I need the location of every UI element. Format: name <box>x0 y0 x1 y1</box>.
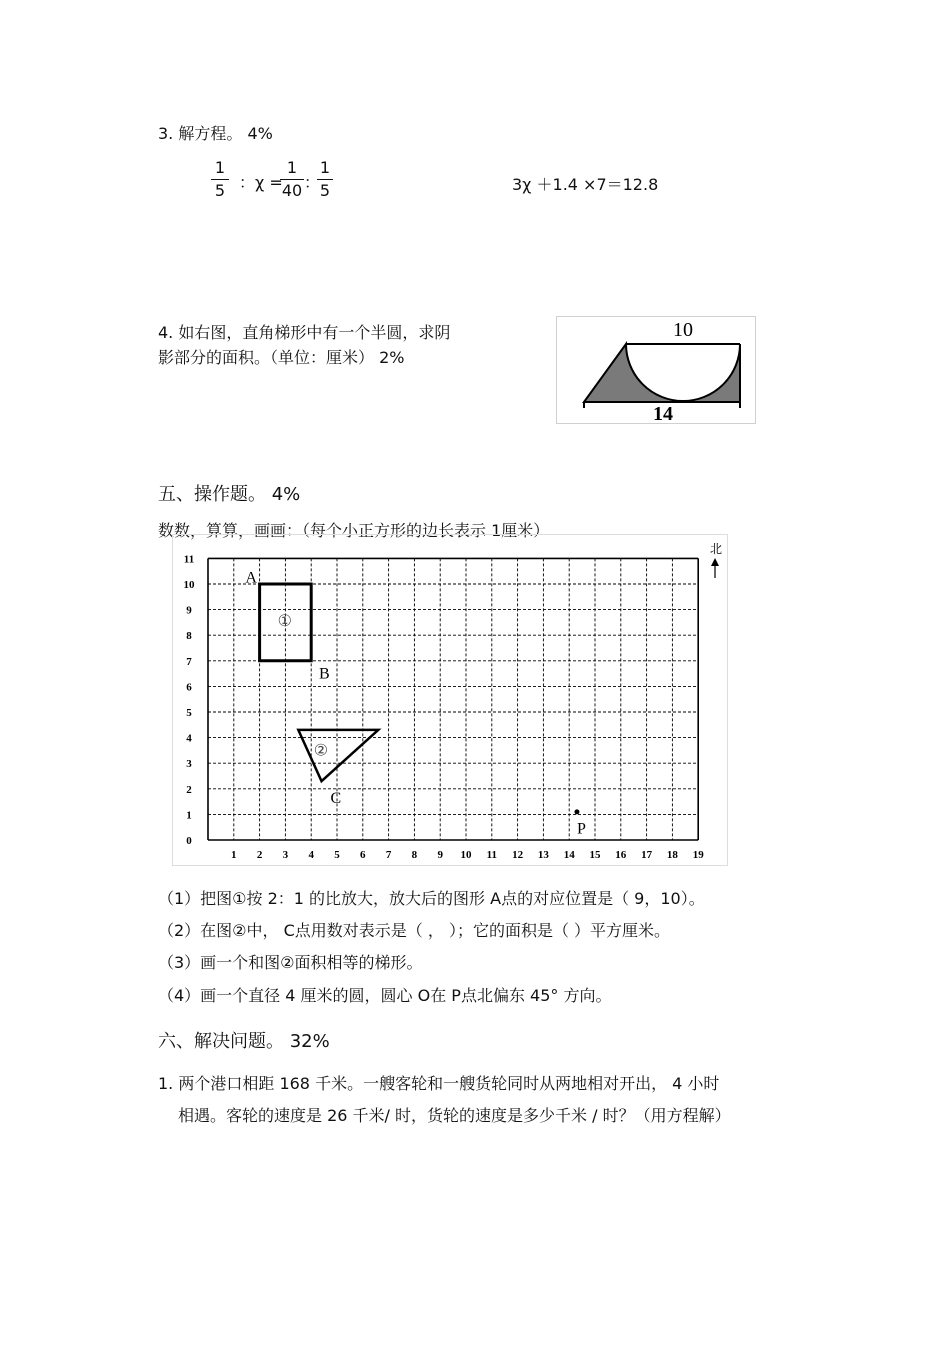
y-tick-label: 10 <box>183 579 195 591</box>
y-tick-label: 0 <box>186 835 192 847</box>
coordinate-grid <box>172 534 728 866</box>
y-tick-label: 6 <box>186 681 192 694</box>
x-tick-label: 17 <box>641 849 653 861</box>
label-c: C <box>330 789 342 807</box>
x-tick-label: 10 <box>460 849 472 861</box>
x-tick-label: 18 <box>666 849 678 861</box>
label-b: B <box>318 665 330 683</box>
trapezoid-semicircle-figure <box>556 316 756 424</box>
y-tick-label: 7 <box>186 655 192 668</box>
x-tick-label: 15 <box>589 849 601 861</box>
q4-line1: 4. 如右图，直角梯形中有一个半圆，求阴 <box>158 323 451 342</box>
problem-1-line2: 相遇。客轮的速度是 26 千米/ 时，货轮的速度是多少千米 / 时？（用方程解） <box>178 1106 731 1125</box>
grid-lines <box>208 558 698 840</box>
equation-2: 3χ ＋1.4 ×7＝12.8 <box>512 175 659 194</box>
x-tick-label: 11 <box>486 849 498 861</box>
x-tick-label: 5 <box>334 849 340 861</box>
numerator: 1 <box>214 158 226 177</box>
x-tick-label: 3 <box>282 849 289 861</box>
top-length-label: 10 <box>673 319 693 341</box>
fraction-bar <box>280 179 304 180</box>
section-5-intro: 数数，算算，画画：（每个小正方形的边长表示 1厘米） <box>158 521 550 540</box>
x-tick-label: 19 <box>692 849 704 861</box>
q4-line2: 影部分的面积。（单位：厘米） 2% <box>158 348 405 367</box>
x-tick-label: 4 <box>308 849 314 861</box>
section-5-item-1: （1）把图①按 2：1 的比放大，放大后的图形 A点的对应位置是（ 9，10）。 <box>158 889 705 908</box>
x-tick-label: 6 <box>360 849 366 861</box>
fraction-1-40 <box>280 158 304 201</box>
q3-title: 3. 解方程。 4% <box>158 124 273 143</box>
x-tick-label: 13 <box>537 849 549 861</box>
shape-1-label: ① <box>277 613 293 631</box>
x-tick-label: 14 <box>563 849 575 861</box>
bottom-length-label: 14 <box>653 403 673 424</box>
y-tick-label: 1 <box>186 809 192 822</box>
x-tick-label: 1 <box>231 849 237 861</box>
x-tick-label: 12 <box>512 849 524 861</box>
x-tick-label: 9 <box>437 849 443 861</box>
grid-shapes <box>260 584 580 814</box>
numerator: 1 <box>286 158 298 177</box>
x-tick-label: 2 <box>256 849 263 861</box>
y-tick-label: 8 <box>186 630 192 643</box>
numerator: 1 <box>319 158 331 177</box>
section-5-item-3: （3）画一个和图②面积相等的梯形。 <box>158 953 423 972</box>
label-a: A <box>245 569 257 587</box>
fraction-1-5 <box>211 158 229 201</box>
section-6-title: 六、解决问题。 32% <box>158 1031 330 1052</box>
section-5-title: 五、操作题。 4% <box>158 484 301 505</box>
north-label: 北 <box>709 542 723 556</box>
problem-1-line1: 1. 两个港口相距 168 千米。一艘客轮和一艘货轮同时从两地相对开出， 4 小时 <box>158 1074 720 1093</box>
y-tick-label: 9 <box>186 604 192 617</box>
north-arrow-icon <box>711 558 719 578</box>
denominator: 5 <box>319 181 331 200</box>
x-tick-label: 8 <box>411 849 418 861</box>
ratio-colon: ： <box>304 173 321 192</box>
shape-2-label: ② <box>313 742 329 760</box>
denominator: 5 <box>214 181 226 200</box>
point-p-dot <box>574 809 579 814</box>
x-tick-label: 16 <box>615 849 627 861</box>
section-5-item-2: （2）在图②中， C点用数对表示是（ ， ）；它的面积是（ ）平方厘米。 <box>158 921 671 940</box>
y-tick-label: 11 <box>183 553 195 566</box>
fraction-bar <box>317 179 333 180</box>
fraction-bar <box>211 179 229 180</box>
y-tick-label: 2 <box>186 783 192 796</box>
ratio-colon-x: ：χ = <box>239 173 283 192</box>
x-tick-label: 7 <box>385 849 392 861</box>
section-5-item-4: （4）画一个直径 4 厘米的圆，圆心 O在 P点北偏东 45° 方向。 <box>158 986 612 1005</box>
grid-ticks <box>184 553 705 861</box>
y-tick-label: 5 <box>186 707 192 719</box>
y-tick-label: 3 <box>186 758 192 771</box>
label-p: P <box>576 820 586 838</box>
denominator: 40 <box>281 181 303 200</box>
y-tick-label: 4 <box>186 732 192 745</box>
fraction-1-5-b <box>317 158 333 201</box>
shaded-region <box>584 344 740 402</box>
